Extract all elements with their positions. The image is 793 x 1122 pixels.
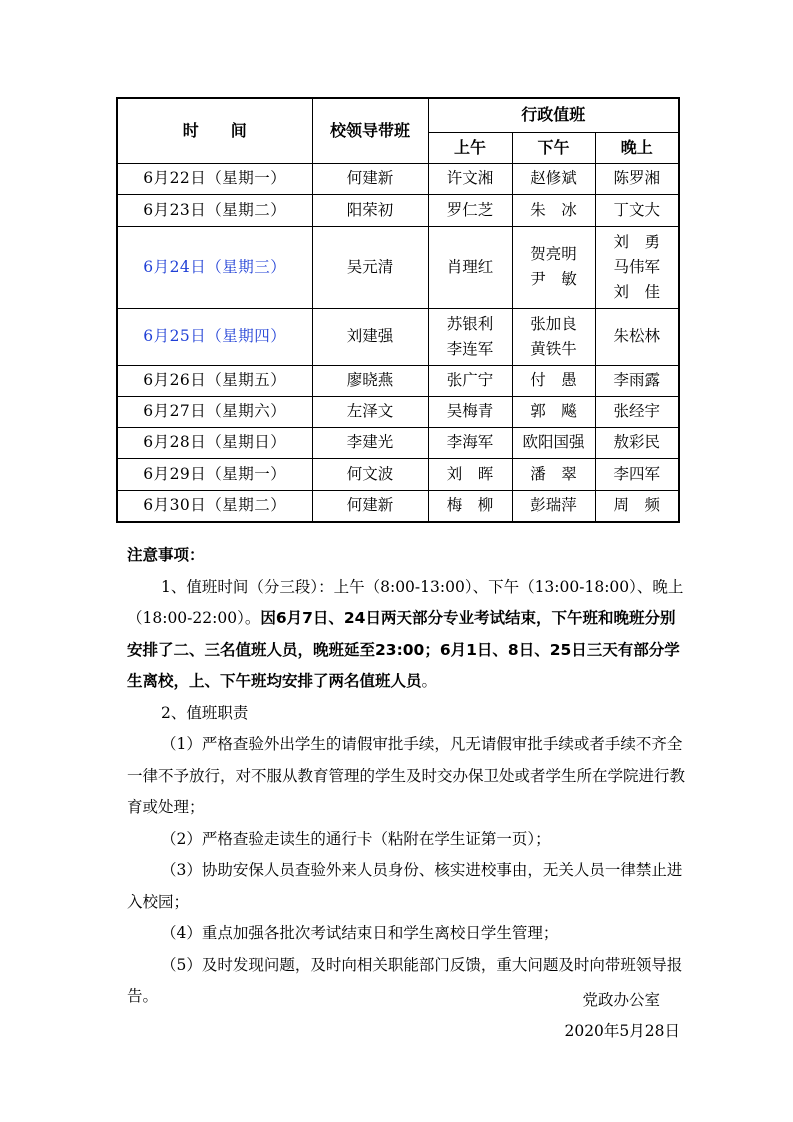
header-leader: 校领导带班	[312, 98, 428, 163]
header-morning: 上午	[428, 132, 512, 163]
evening-cell	[595, 163, 679, 194]
morning-cell	[428, 163, 512, 194]
morning-cell	[428, 458, 512, 490]
evening-cell-line: 李雨露	[613, 371, 661, 389]
date-cell-line: 6月29日（星期一）	[143, 464, 287, 483]
afternoon-cell-line: 尹 敏	[530, 270, 577, 288]
evening-cell	[595, 194, 679, 226]
leader-cell	[312, 365, 428, 396]
date-cell-line: 6月24日（星期三）	[143, 257, 287, 276]
leader-cell-line: 李建光	[346, 433, 394, 451]
date-cell	[117, 308, 312, 365]
date-cell	[117, 490, 312, 522]
afternoon-cell-line: 贺亮明	[530, 245, 577, 263]
duty-schedule-table	[116, 97, 680, 523]
evening-cell	[595, 458, 679, 490]
morning-cell-line: 苏银利	[446, 314, 494, 333]
date-cell	[117, 194, 312, 226]
morning-cell-line: 肖理红	[446, 257, 494, 276]
evening-cell-line: 马伟军	[613, 257, 661, 276]
morning-cell-line: 李海军	[446, 433, 494, 451]
date-cell	[117, 427, 312, 458]
morning-cell-line: 梅 柳	[446, 496, 494, 515]
evening-cell-line: 丁文大	[613, 200, 661, 219]
date-cell-line: 6月26日（星期五）	[143, 371, 287, 389]
notes-title: 注意事项：	[127, 546, 205, 564]
morning-cell	[428, 308, 512, 365]
morning-cell-line: 刘 晖	[446, 464, 494, 483]
signature-block	[500, 985, 680, 1047]
morning-cell-line: 许文湘	[446, 169, 494, 187]
leader-cell-line: 廖晓燕	[346, 371, 394, 389]
duty-hours-text: 1、值班时间（分三段）：上午（8:00-13:00）、下午（13:00-18:00）、晚上（18:00-22:00）。	[127, 577, 684, 627]
leader-cell	[312, 458, 428, 490]
table-row	[117, 427, 679, 458]
duty-hours-bold-text: 因6月7日、24日两天部分专业考试结束，下午班和晚班分别安排了二、三名值班人员，晚班延至23:00；6月1日、8日、25日三天有部分学生离校，上、下午班均安排了两名值班人员	[127, 609, 680, 690]
duty-hours-end: 。	[421, 672, 438, 690]
evening-cell-line: 刘 佳	[613, 282, 661, 301]
afternoon-cell-line: 彭瑞萍	[530, 496, 577, 515]
afternoon-cell-line: 欧阳国强	[522, 433, 585, 451]
evening-cell-line: 陈罗湘	[613, 169, 661, 187]
table-row	[117, 163, 679, 194]
table-row	[117, 194, 679, 226]
leader-cell-line: 何建新	[346, 496, 394, 515]
header-admin-duty: 行政值班	[428, 98, 679, 132]
date-cell	[117, 396, 312, 427]
duty-item-1: （1）严格查验外出学生的请假审批手续，凡无请假审批手续或者手续不齐全一律不予放行，对不服从教育管理的学生及时交办保卫处或者学生所在学院进行教育或处理；	[127, 735, 686, 816]
date-cell-line: 6月23日（星期二）	[143, 200, 287, 219]
morning-cell-line: 李连军	[446, 339, 494, 358]
afternoon-cell	[512, 365, 595, 396]
morning-cell	[428, 226, 512, 308]
evening-cell	[595, 396, 679, 427]
evening-cell	[595, 365, 679, 396]
leader-cell-line: 何文波	[346, 464, 394, 483]
afternoon-cell	[512, 163, 595, 194]
afternoon-cell	[512, 396, 595, 427]
afternoon-cell	[512, 194, 595, 226]
issuing-office: 党政办公室	[582, 991, 660, 1009]
date-cell-line: 6月22日（星期一）	[143, 169, 287, 187]
leader-cell-line: 左泽文	[346, 402, 394, 420]
afternoon-cell-line: 黄铁牛	[530, 339, 577, 358]
table-row	[117, 490, 679, 522]
duty-item-3: （3）协助安保人员查验外来人员身份、核实进校事由，无关人员一律禁止进入校园；	[127, 861, 683, 911]
date-cell-line: 6月27日（星期六）	[143, 402, 287, 420]
note-duty-responsibilities: 2、值班职责	[161, 703, 249, 722]
header-time: 时 间	[117, 98, 312, 163]
duty-item-4: （4）重点加强各批次考试结束日和学生离校日学生管理；	[161, 924, 559, 942]
leader-cell-line: 刘建强	[346, 327, 394, 345]
table-row	[117, 308, 679, 365]
date-cell	[117, 458, 312, 490]
header-afternoon: 下午	[512, 132, 595, 163]
evening-cell-line: 朱松林	[613, 327, 661, 345]
evening-cell	[595, 226, 679, 308]
leader-cell	[312, 427, 428, 458]
leader-cell-line: 阳荣初	[346, 200, 394, 219]
date-cell-line: 6月25日（星期四）	[143, 327, 287, 345]
evening-cell	[595, 490, 679, 522]
afternoon-cell-line: 付 愚	[530, 371, 577, 389]
table-row	[117, 458, 679, 490]
leader-cell-line: 吴元清	[346, 257, 394, 276]
afternoon-cell	[512, 427, 595, 458]
evening-cell-line: 周 频	[613, 496, 661, 515]
header-evening: 晚上	[595, 132, 679, 163]
evening-cell-line: 刘 勇	[613, 232, 661, 251]
leader-cell	[312, 490, 428, 522]
date-cell	[117, 163, 312, 194]
duty-item-2: （2）严格查验走读生的通行卡（粘附在学生证第一页）；	[161, 829, 551, 848]
afternoon-cell	[512, 308, 595, 365]
morning-cell	[428, 365, 512, 396]
leader-cell	[312, 194, 428, 226]
date-cell	[117, 226, 312, 308]
leader-cell	[312, 226, 428, 308]
evening-cell	[595, 427, 679, 458]
table-row	[117, 226, 679, 308]
afternoon-cell	[512, 458, 595, 490]
morning-cell	[428, 396, 512, 427]
date-cell-line: 6月30日（星期二）	[143, 496, 287, 515]
afternoon-cell-line: 赵修斌	[530, 169, 577, 187]
date-cell-line: 6月28日（星期日）	[143, 433, 287, 451]
notes-section	[127, 540, 687, 1013]
morning-cell-line: 张广宁	[446, 371, 494, 389]
table-row	[117, 365, 679, 396]
morning-cell-line: 吴梅青	[446, 402, 494, 420]
afternoon-cell-line: 张加良	[530, 314, 577, 333]
morning-cell	[428, 194, 512, 226]
afternoon-cell-line: 朱 冰	[530, 200, 577, 219]
morning-cell	[428, 490, 512, 522]
leader-cell	[312, 396, 428, 427]
morning-cell-line: 罗仁芝	[446, 200, 494, 219]
afternoon-cell-line: 郭 飚	[530, 402, 577, 420]
evening-cell	[595, 308, 679, 365]
leader-cell-line: 何建新	[346, 169, 394, 187]
issue-date: 2020年5月28日	[564, 1022, 680, 1040]
afternoon-cell	[512, 226, 595, 308]
morning-cell	[428, 427, 512, 458]
evening-cell-line: 李四军	[613, 464, 661, 483]
afternoon-cell-line: 潘 翠	[530, 464, 577, 483]
date-cell	[117, 365, 312, 396]
leader-cell	[312, 308, 428, 365]
evening-cell-line: 张经宇	[613, 402, 661, 420]
afternoon-cell	[512, 490, 595, 522]
note-duty-hours	[127, 572, 687, 698]
leader-cell	[312, 163, 428, 194]
duty-item-5: （5）及时发现问题，及时向相关职能部门反馈，重大问题及时向带班领导报告。	[127, 955, 683, 1005]
evening-cell-line: 敖彩民	[613, 433, 661, 451]
table-row	[117, 396, 679, 427]
